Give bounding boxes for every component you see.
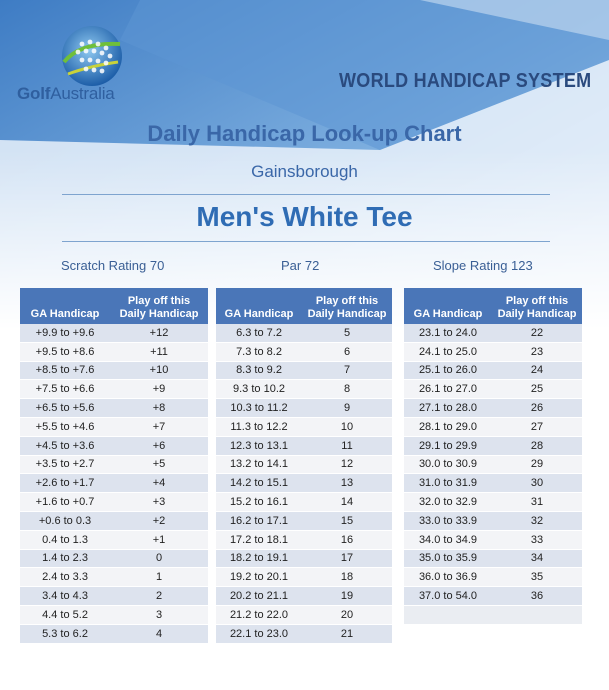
- ga-handicap-cell: 17.2 to 18.1: [216, 530, 302, 549]
- daily-handicap-cell: +9: [110, 380, 208, 399]
- daily-handicap-cell: 20: [302, 605, 392, 624]
- ga-handicap-cell: 15.2 to 16.1: [216, 493, 302, 512]
- table-row: [404, 399, 582, 418]
- ga-handicap-cell: 20.2 to 21.1: [216, 587, 302, 606]
- daily-handicap-cell: 7: [302, 361, 392, 380]
- table-row: [216, 361, 392, 380]
- slope-rating: Slope Rating 123: [433, 258, 533, 273]
- divider: [62, 194, 550, 195]
- table-row: [404, 587, 582, 606]
- table-row: [20, 380, 208, 399]
- table-row: [404, 605, 582, 624]
- ga-handicap-cell: +9.9 to +9.6: [20, 324, 110, 342]
- table-row: [20, 568, 208, 587]
- column-header-ga: GA Handicap: [20, 288, 110, 324]
- brand-name: GolfAustralia: [17, 84, 115, 103]
- par: Par 72: [281, 258, 320, 273]
- ga-handicap-cell: 1.4 to 2.3: [20, 549, 110, 568]
- table-row: [20, 530, 208, 549]
- column-header-daily: Play off this Daily Handicap: [110, 288, 208, 324]
- daily-handicap-cell: 26: [492, 399, 582, 418]
- table-row: [20, 399, 208, 418]
- daily-handicap-cell: 12: [302, 455, 392, 474]
- ga-handicap-cell: 7.3 to 8.2: [216, 342, 302, 361]
- ga-handicap-cell: 32.0 to 32.9: [404, 493, 492, 512]
- ga-handicap-cell: +7.5 to +6.6: [20, 380, 110, 399]
- daily-handicap-cell: 30: [492, 474, 582, 493]
- daily-handicap-cell: 5: [302, 324, 392, 342]
- daily-handicap-cell: 29: [492, 455, 582, 474]
- daily-handicap-cell: 0: [110, 549, 208, 568]
- column-header-ga: GA Handicap: [216, 288, 302, 324]
- course-name: Gainsborough: [251, 162, 358, 181]
- table-row: [404, 455, 582, 474]
- daily-handicap-cell: 23: [492, 342, 582, 361]
- table-row: [404, 549, 582, 568]
- ga-handicap-cell: 19.2 to 20.1: [216, 568, 302, 587]
- table-row: [20, 587, 208, 606]
- daily-handicap-cell: 31: [492, 493, 582, 512]
- ga-handicap-cell: +6.5 to +5.6: [20, 399, 110, 418]
- ga-handicap-cell: 2.4 to 3.3: [20, 568, 110, 587]
- daily-handicap-cell: +6: [110, 436, 208, 455]
- ga-handicap-cell: 34.0 to 34.9: [404, 530, 492, 549]
- daily-handicap-cell: +12: [110, 324, 208, 342]
- ga-handicap-cell: 25.1 to 26.0: [404, 361, 492, 380]
- daily-handicap-cell: 21: [302, 624, 392, 643]
- daily-handicap-cell: 4: [110, 624, 208, 643]
- ga-handicap-cell: 26.1 to 27.0: [404, 380, 492, 399]
- daily-handicap-cell: 15: [302, 511, 392, 530]
- table-row: [216, 587, 392, 606]
- table-row: [216, 436, 392, 455]
- ga-handicap-cell: 12.3 to 13.1: [216, 436, 302, 455]
- ga-handicap-cell: +3.5 to +2.7: [20, 455, 110, 474]
- ratings-row: [0, 258, 609, 278]
- ga-handicap-cell: +0.6 to 0.3: [20, 511, 110, 530]
- ga-handicap-cell: 36.0 to 36.9: [404, 568, 492, 587]
- table-row: [216, 624, 392, 643]
- table-row: [216, 605, 392, 624]
- ga-handicap-cell: 31.0 to 31.9: [404, 474, 492, 493]
- daily-handicap-cell: 17: [302, 549, 392, 568]
- table-row: [404, 342, 582, 361]
- table-row: [404, 474, 582, 493]
- table-row: [216, 399, 392, 418]
- daily-handicap-cell: 24: [492, 361, 582, 380]
- ga-handicap-cell: 21.2 to 22.0: [216, 605, 302, 624]
- table-row: [404, 436, 582, 455]
- daily-handicap-cell: +2: [110, 511, 208, 530]
- daily-handicap-cell: 11: [302, 436, 392, 455]
- daily-handicap-cell: 13: [302, 474, 392, 493]
- ga-handicap-cell: 27.1 to 28.0: [404, 399, 492, 418]
- table-row: [216, 380, 392, 399]
- daily-handicap-cell: 32: [492, 511, 582, 530]
- table-row: [20, 493, 208, 512]
- daily-handicap-cell: 27: [492, 417, 582, 436]
- daily-handicap-cell: 19: [302, 587, 392, 606]
- table-row: [20, 455, 208, 474]
- daily-handicap-cell: +11: [110, 342, 208, 361]
- table-row: [20, 549, 208, 568]
- table-row: [216, 549, 392, 568]
- table-row: [20, 361, 208, 380]
- ga-handicap-cell: 23.1 to 24.0: [404, 324, 492, 342]
- ga-handicap-cell: 4.4 to 5.2: [20, 605, 110, 624]
- column-header-ga: GA Handicap: [404, 288, 492, 324]
- daily-handicap-cell: +8: [110, 399, 208, 418]
- table-row: [404, 380, 582, 399]
- table-row: [216, 493, 392, 512]
- ga-handicap-cell: 37.0 to 54.0: [404, 587, 492, 606]
- lookup-table-3: [404, 288, 582, 625]
- ga-handicap-cell: +4.5 to +3.6: [20, 436, 110, 455]
- table-row: [20, 324, 208, 342]
- daily-handicap-cell: 2: [110, 587, 208, 606]
- daily-handicap-cell: 35: [492, 568, 582, 587]
- table-row: [404, 530, 582, 549]
- daily-handicap-cell: 10: [302, 417, 392, 436]
- ga-handicap-cell: 16.2 to 17.1: [216, 511, 302, 530]
- ga-handicap-cell: 13.2 to 14.1: [216, 455, 302, 474]
- ga-handicap-cell: 33.0 to 33.9: [404, 511, 492, 530]
- ga-handicap-cell: 8.3 to 9.2: [216, 361, 302, 380]
- daily-handicap-cell: 34: [492, 549, 582, 568]
- ga-handicap-cell: +2.6 to +1.7: [20, 474, 110, 493]
- table-row: [404, 361, 582, 380]
- table-row: [216, 342, 392, 361]
- table-row: [404, 493, 582, 512]
- daily-handicap-cell: 36: [492, 587, 582, 606]
- ga-handicap-cell: +5.5 to +4.6: [20, 417, 110, 436]
- daily-handicap-cell: 3: [110, 605, 208, 624]
- ga-handicap-cell: 29.1 to 29.9: [404, 436, 492, 455]
- daily-handicap-cell: 1: [110, 568, 208, 587]
- table-row: [20, 474, 208, 493]
- divider: [62, 241, 550, 242]
- ga-handicap-cell: 30.0 to 30.9: [404, 455, 492, 474]
- ga-handicap-cell: 28.1 to 29.0: [404, 417, 492, 436]
- table-row: [216, 511, 392, 530]
- table-row: [20, 605, 208, 624]
- empty-cell: [492, 605, 582, 624]
- ga-handicap-cell: 0.4 to 1.3: [20, 530, 110, 549]
- table-row: [216, 417, 392, 436]
- ga-handicap-cell: 35.0 to 35.9: [404, 549, 492, 568]
- table-row: [20, 511, 208, 530]
- daily-handicap-cell: +10: [110, 361, 208, 380]
- ga-handicap-cell: 22.1 to 23.0: [216, 624, 302, 643]
- daily-handicap-cell: +7: [110, 417, 208, 436]
- table-row: [20, 342, 208, 361]
- table-row: [20, 624, 208, 643]
- lookup-table-1: [20, 288, 208, 644]
- table-row: [216, 568, 392, 587]
- page-title: Daily Handicap Look-up Chart: [147, 121, 462, 146]
- table-row: [404, 324, 582, 342]
- ga-handicap-cell: 3.4 to 4.3: [20, 587, 110, 606]
- table-row: [404, 511, 582, 530]
- table-row: [216, 474, 392, 493]
- tee-title: Men's White Tee: [196, 201, 413, 232]
- daily-handicap-cell: 16: [302, 530, 392, 549]
- daily-handicap-cell: 25: [492, 380, 582, 399]
- daily-handicap-cell: 9: [302, 399, 392, 418]
- daily-handicap-cell: +4: [110, 474, 208, 493]
- table-row: [20, 436, 208, 455]
- lookup-table-2: [216, 288, 392, 644]
- daily-handicap-cell: 14: [302, 493, 392, 512]
- ga-handicap-cell: +1.6 to +0.7: [20, 493, 110, 512]
- empty-cell: [404, 605, 492, 624]
- table-row: [216, 324, 392, 342]
- ga-handicap-cell: 14.2 to 15.1: [216, 474, 302, 493]
- table-row: [404, 417, 582, 436]
- ga-handicap-cell: 11.3 to 12.2: [216, 417, 302, 436]
- table-row: [20, 417, 208, 436]
- table-row: [404, 568, 582, 587]
- ga-handicap-cell: +9.5 to +8.6: [20, 342, 110, 361]
- daily-handicap-cell: 22: [492, 324, 582, 342]
- ga-handicap-cell: 6.3 to 7.2: [216, 324, 302, 342]
- table-row: [216, 530, 392, 549]
- ga-handicap-cell: 9.3 to 10.2: [216, 380, 302, 399]
- scratch-rating: Scratch Rating 70: [61, 258, 165, 273]
- daily-handicap-cell: 33: [492, 530, 582, 549]
- ga-handicap-cell: 18.2 to 19.1: [216, 549, 302, 568]
- table-row: [216, 455, 392, 474]
- daily-handicap-cell: +5: [110, 455, 208, 474]
- daily-handicap-cell: +3: [110, 493, 208, 512]
- ga-handicap-cell: 5.3 to 6.2: [20, 624, 110, 643]
- daily-handicap-cell: +1: [110, 530, 208, 549]
- daily-handicap-cell: 8: [302, 380, 392, 399]
- ga-handicap-cell: 24.1 to 25.0: [404, 342, 492, 361]
- ga-handicap-cell: +8.5 to +7.6: [20, 361, 110, 380]
- column-header-daily: Play off this Daily Handicap: [492, 288, 582, 324]
- daily-handicap-cell: 18: [302, 568, 392, 587]
- ga-handicap-cell: 10.3 to 11.2: [216, 399, 302, 418]
- daily-handicap-cell: 6: [302, 342, 392, 361]
- daily-handicap-cell: 28: [492, 436, 582, 455]
- column-header-daily: Play off this Daily Handicap: [302, 288, 392, 324]
- system-title: WORLD HANDICAP SYSTEM: [338, 70, 591, 92]
